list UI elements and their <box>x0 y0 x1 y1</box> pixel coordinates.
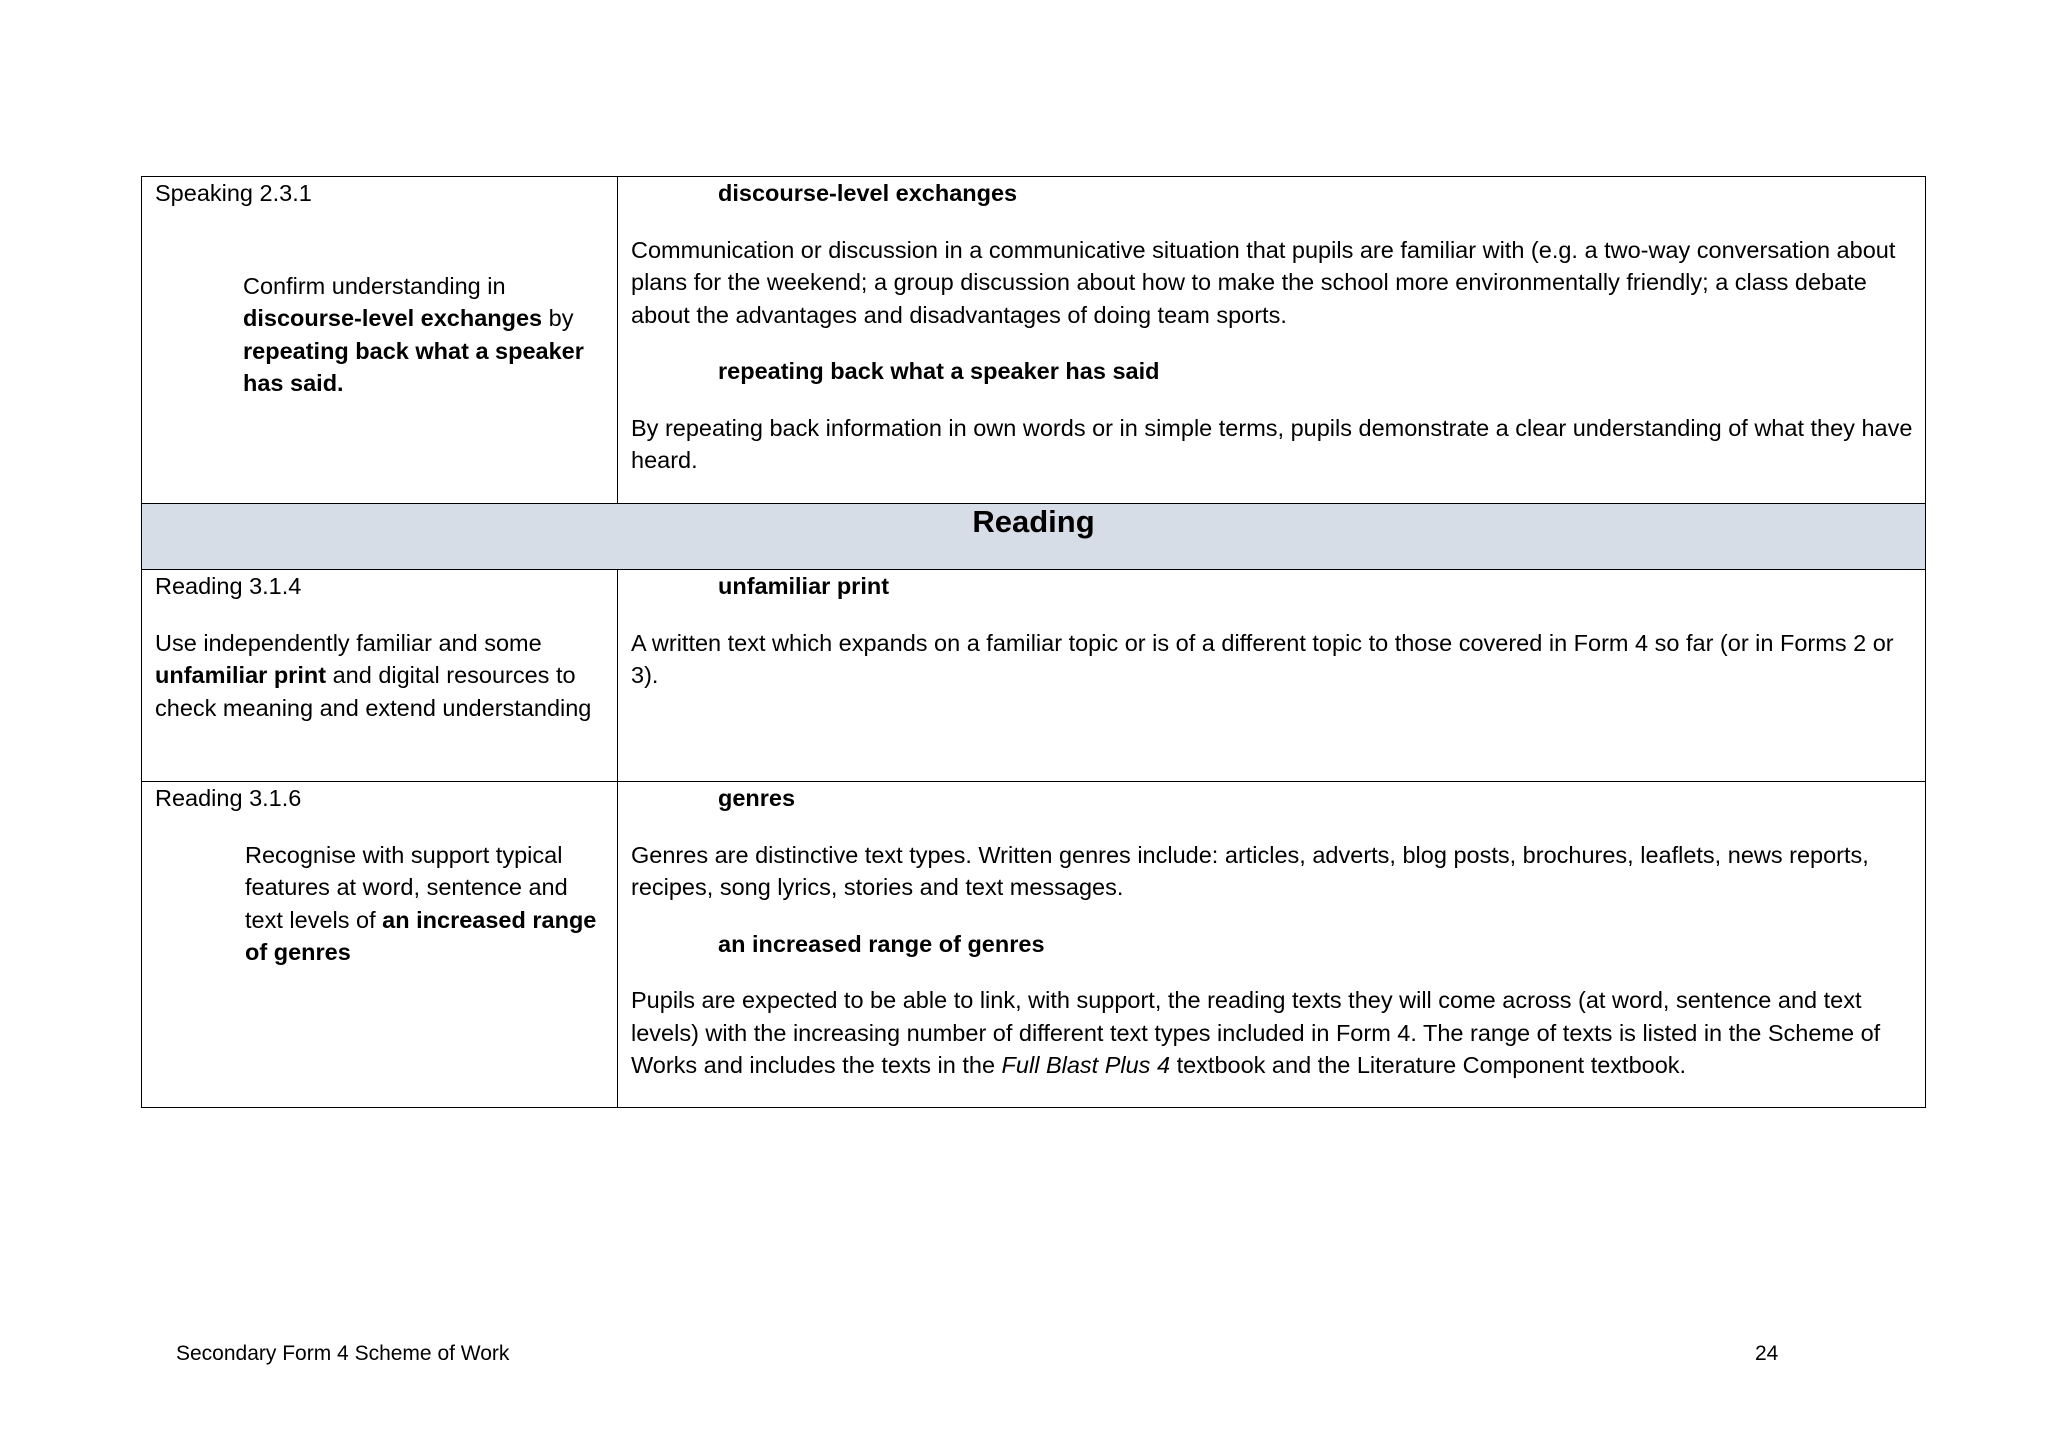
learning-standard-code: Reading 3.1.4 <box>155 573 302 599</box>
glossary-definition: Genres are distinctive text types. Written genres include: articles, adverts, blog posts, brochures, leaflets, news reports, recipes, song lyrics, stories and text messages. <box>631 841 1869 900</box>
glossary-cell <box>618 177 1926 504</box>
glossary-term: an increased range of genres <box>718 930 1045 957</box>
glossary-definition: A written text which expands on a familiar topic or is of a different topic to those covered in Form 4 so far (or in Forms 2 or 3). <box>631 629 1894 688</box>
table-row-speaking-2-3-1 <box>142 177 1926 504</box>
glossary-term: repeating back what a speaker has said <box>718 358 1160 384</box>
glossary-term: discourse-level exchanges <box>718 180 1018 206</box>
learning-standard-cell <box>142 177 618 504</box>
learning-standard-code: Speaking 2.3.1 <box>155 180 312 206</box>
glossary-definition: Communication or discussion in a communicative situation that pupils are familiar with (e.g. a two-way conversation about plans for the weekend; a group discussion about how to make the school more environmentally friendly; a class debate about the advantages and disadvantages of doing team sports. <box>631 236 1896 328</box>
scheme-of-work-table <box>141 176 1926 1108</box>
learning-standard-objective: Confirm understanding in discourse-level exchanges by repeating back what a speaker has said. <box>243 272 584 396</box>
section-heading-cell <box>142 504 1926 570</box>
glossary-definition: Pupils are expected to be able to link, with support, the reading texts they will come across (at word, sentence and text levels) with the increasing number of different text types included in Form 4. The range of texts is listed in the Scheme of Works and includes the texts in the Full Blast Plus 4 textbook and the Literature Component textbook. <box>631 987 1881 1078</box>
key-term-bold: unfamiliar print <box>155 662 327 688</box>
key-term-bold: repeating back what a speaker has said. <box>243 337 584 396</box>
table-row-reading-3-1-6 <box>142 782 1926 1108</box>
table-row-reading-3-1-4 <box>142 570 1926 782</box>
glossary-cell <box>618 782 1926 1108</box>
glossary-term: unfamiliar print <box>718 573 890 599</box>
learning-standard-code: Reading 3.1.6 <box>155 785 302 811</box>
glossary-definition: By repeating back information in own words or in simple terms, pupils demonstrate a clear understanding of what they have heard. <box>631 414 1913 473</box>
section-title: Reading <box>972 504 1095 539</box>
footer-page-number: 24 <box>1755 1342 1779 1365</box>
learning-standard-objective: Use independently familiar and some unfamiliar print and digital resources to check meaning and extend understanding <box>155 629 592 721</box>
textbook-title-italic: Full Blast Plus 4 <box>1001 1052 1171 1078</box>
learning-standard-cell <box>142 782 618 1108</box>
glossary-term: genres <box>718 785 796 811</box>
key-term-bold: an increased range of genres <box>245 906 597 965</box>
glossary-cell <box>618 570 1926 782</box>
footer-document-title: Secondary Form 4 Scheme of Work <box>176 1342 510 1365</box>
learning-standard-objective: Recognise with support typical features at word, sentence and text levels of an increased range of genres <box>245 841 597 965</box>
key-term-bold: discourse-level exchanges <box>243 305 543 331</box>
learning-standard-cell <box>142 570 618 782</box>
section-heading-row <box>142 504 1926 570</box>
